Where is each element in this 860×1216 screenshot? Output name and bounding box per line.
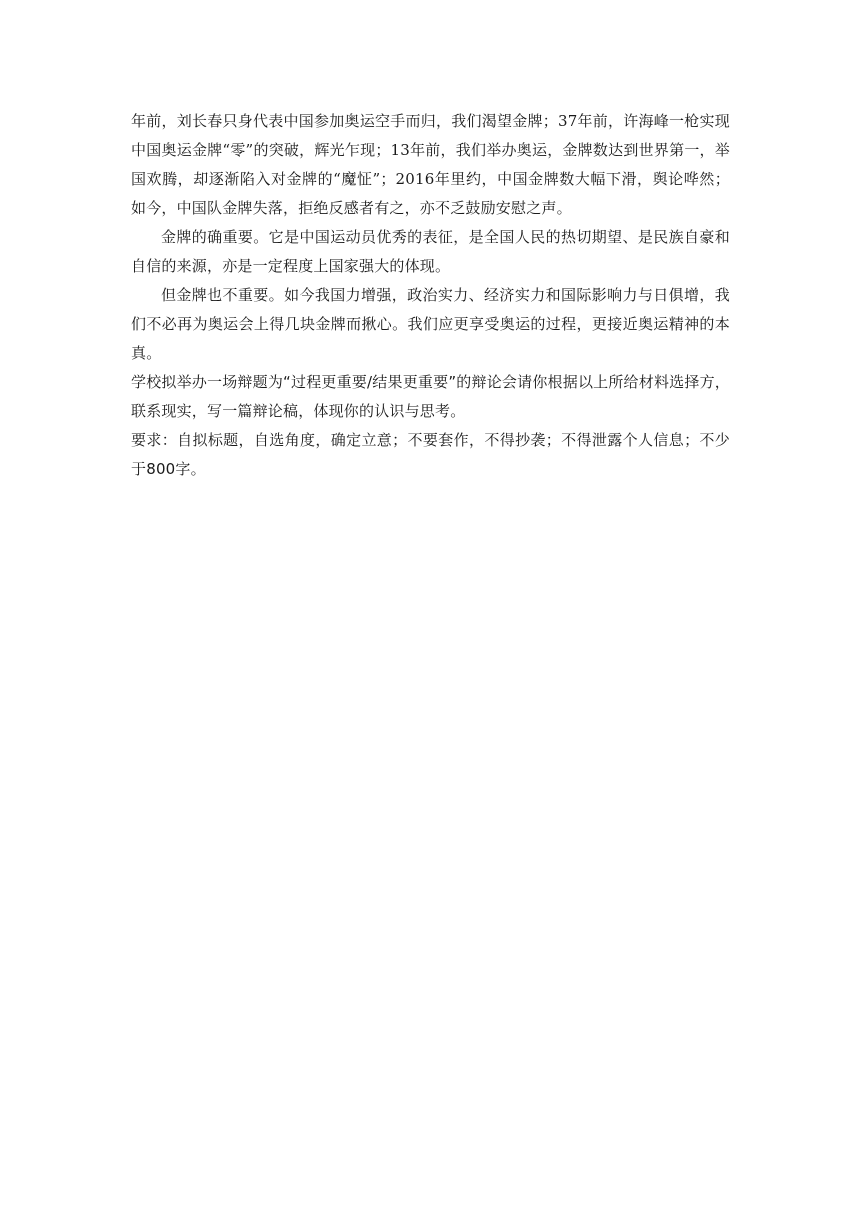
document-body bbox=[131, 107, 730, 484]
paragraph-requirements: 要求：自拟标题，自选角度，确定立意；不要套作，不得抄袭；不得泄露个人信息；不少于800字。 bbox=[131, 431, 730, 478]
paragraph-gold-not-important: 但金牌也不重要。如今我国力增强，政治实力、经济实力和国际影响力与日俱增，我们不必再为奥运会上得几块金牌而揪心。我们应更享受奥运的过程，更接近奥运精神的本真。 bbox=[131, 286, 730, 362]
paragraph-gold-important: 金牌的确重要。它是中国运动员优秀的表征，是全国人民的热切期望、是民族自豪和自信的来源，亦是一定程度上国家强大的体现。 bbox=[131, 228, 730, 275]
paragraph-history: 年前，刘长春只身代表中国参加奥运空手而归，我们渴望金牌；37年前，许海峰一枪实现中国奥运金牌“零”的突破，辉光乍现；13年前，我们举办奥运，金牌数达到世界第一，举国欢腾，却逐渐陷入对金牌的“魔怔”；2016年里约，中国金牌数大幅下滑，舆论哗然；如今，中国队金牌失落，拒绝反感者有之，亦不乏鼓励安慰之声。 bbox=[131, 112, 730, 217]
paragraph-task: 学校拟举办一场辩题为“过程更重要/结果更重要”的辩论会请你根据以上所给材料选择方，联系现实，写一篇辩论稿，体现你的认识与思考。 bbox=[131, 373, 730, 420]
